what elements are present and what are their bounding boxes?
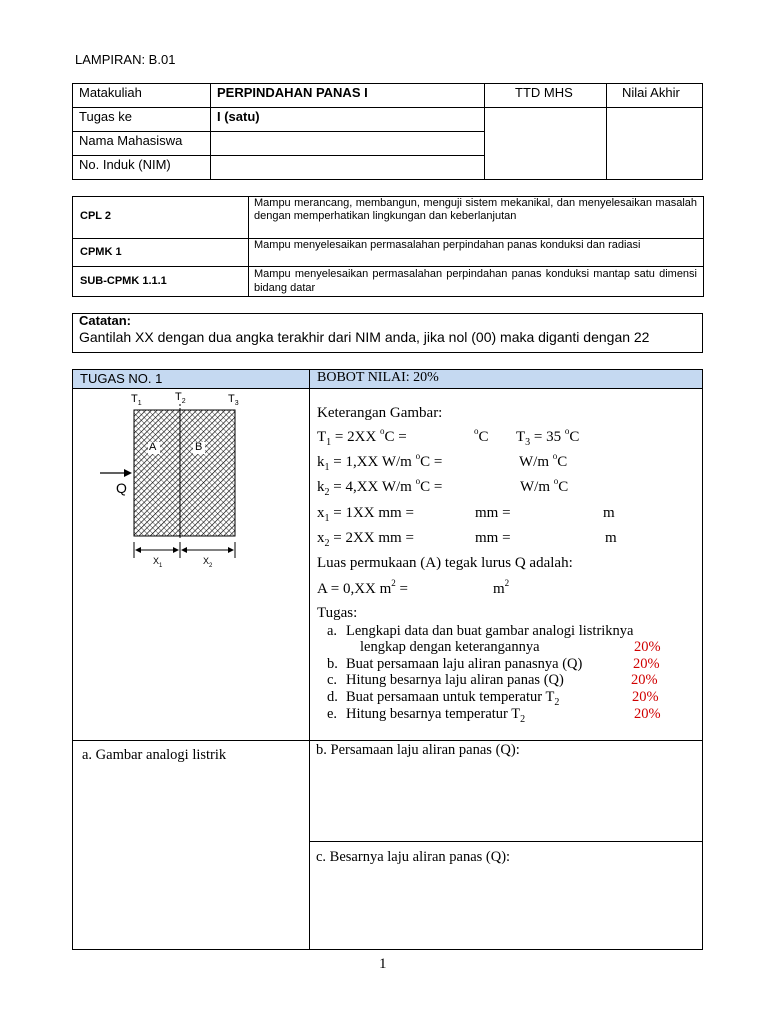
answer-c-label: c. Besarnya laju aliran panas (Q): xyxy=(316,849,511,865)
x1-label: $X_1$ xyxy=(153,556,163,569)
task-item-a-letter: a. xyxy=(327,623,338,639)
task-item-a-weight: 20% xyxy=(634,639,661,655)
task-item-d-weight: 20% xyxy=(632,689,659,705)
cpmk-code: CPMK 1 xyxy=(80,246,122,258)
t1-label: $T_1$ xyxy=(131,393,142,408)
x2-end-unit: m xyxy=(605,530,617,546)
task-item-a-text: Lengkapi data dan buat gambar analogi listriknya xyxy=(346,623,634,639)
x1-end-unit: m xyxy=(603,505,615,521)
t3-label: $T_3$ xyxy=(228,393,239,408)
area-answer-unit: $m^2$ xyxy=(493,578,510,597)
sub-cpmk-text: Mampu menyelesaikan permasalahan perpindahan panas konduksi mantap satu dimensi bidang datar xyxy=(254,268,697,294)
k1-answer-unit: W/m $^o$C xyxy=(519,451,568,470)
task-item-c-letter: c. xyxy=(327,672,338,688)
task-item-c-text: Hitung besarnya laju aliran panas (Q) xyxy=(346,672,564,688)
nim-label: No. Induk (NIM) xyxy=(79,157,171,172)
task-item-b-letter: b. xyxy=(327,656,338,672)
t3-given: $T_3 = 35$ $^o$C xyxy=(516,426,580,448)
layer-b-label: B xyxy=(195,441,203,453)
nama-mahasiswa-label: Nama Mahasiswa xyxy=(79,133,183,148)
nilai-akhir-label: Nilai Akhir xyxy=(622,85,680,100)
task-item-b-weight: 20% xyxy=(633,656,660,672)
tugas-title: Tugas: xyxy=(317,605,358,621)
cpl-text: Mampu merancang, membangun, menguji sistem mekanikal, dan menyelesaikan masalah dengan memperhatikan lingkungan dan keberlanjutan xyxy=(254,197,697,222)
task-item-c-weight: 20% xyxy=(631,672,658,688)
luas-text: Luas permukaan (A) tegak lurus Q adalah: xyxy=(317,555,573,571)
k1-given: $k_1 = 1,XX$ W/m $^o$C = xyxy=(317,451,443,473)
catatan-text: Gantilah XX dengan dua angka terakhir dari NIM anda, jika nol (00) maka diganti dengan 22 xyxy=(79,329,650,345)
task-item-a-text2: lengkap dengan keterangannya xyxy=(360,639,540,655)
x2-mid-unit: mm = xyxy=(475,530,511,546)
tugas-ke-value: I (satu) xyxy=(217,109,260,124)
tugas-ke-label: Tugas ke xyxy=(79,109,132,124)
sub-cpmk-code: SUB-CPMK 1.1.1 xyxy=(80,275,167,287)
t1-given: $T_1 = 2XX$ $^o$C = xyxy=(317,426,407,448)
page-number: 1 xyxy=(379,956,387,972)
k2-given: $k_2 = 4,XX$ W/m $^o$C = xyxy=(317,476,443,498)
x2-given: $x_2 = 2XX$ mm = xyxy=(317,530,414,549)
bobot-nilai: BOBOT NILAI: 20% xyxy=(317,370,439,385)
answer-b-area[interactable] xyxy=(310,760,702,840)
task-item-b-text: Buat persamaan laju aliran panasnya (Q) xyxy=(346,656,583,672)
answer-c-area[interactable] xyxy=(310,867,702,949)
task-item-d-text: Buat persamaan untuk temperatur $T_2$ xyxy=(346,689,560,708)
t1-answer-unit: $^o$C xyxy=(474,426,489,445)
matakuliah-value: PERPINDAHAN PANAS I xyxy=(217,85,368,100)
area-given: A = 0,XX $m^2$ = xyxy=(317,578,409,597)
answer-b-label: b. Persamaan laju aliran panas (Q): xyxy=(316,742,520,758)
cpl-code: CPL 2 xyxy=(80,210,111,222)
answer-a-area[interactable] xyxy=(73,765,308,949)
cpmk-text: Mampu menyelesaikan permasalahan perpindahan panas konduksi dan radiasi xyxy=(254,239,641,251)
ttd-mhs-label: TTD MHS xyxy=(515,85,573,100)
q-label: Q xyxy=(116,480,127,496)
keterangan-title: Keterangan Gambar: xyxy=(317,405,443,421)
x1-mid-unit: mm = xyxy=(475,505,511,521)
k2-answer-unit: W/m $^o$C xyxy=(520,476,569,495)
x2-label: $X_2$ xyxy=(203,556,213,569)
task-item-e-text: Hitung besarnya temperatur $T_2$ xyxy=(346,706,526,725)
task-item-e-weight: 20% xyxy=(634,706,661,722)
matakuliah-label: Matakuliah xyxy=(79,85,142,100)
layer-a-label: A xyxy=(149,441,157,453)
task-title: TUGAS NO. 1 xyxy=(80,371,163,386)
task-item-e-letter: e. xyxy=(327,706,338,722)
x1-given: $x_1 = 1XX$ mm = xyxy=(317,505,414,524)
answer-a-label: a. Gambar analogi listrik xyxy=(82,747,227,763)
t2-label: $T_2$ xyxy=(175,391,186,406)
lampiran-label: LAMPIRAN: B.01 xyxy=(75,52,176,67)
task-item-d-letter: d. xyxy=(327,689,338,705)
catatan-title: Catatan: xyxy=(79,313,132,328)
